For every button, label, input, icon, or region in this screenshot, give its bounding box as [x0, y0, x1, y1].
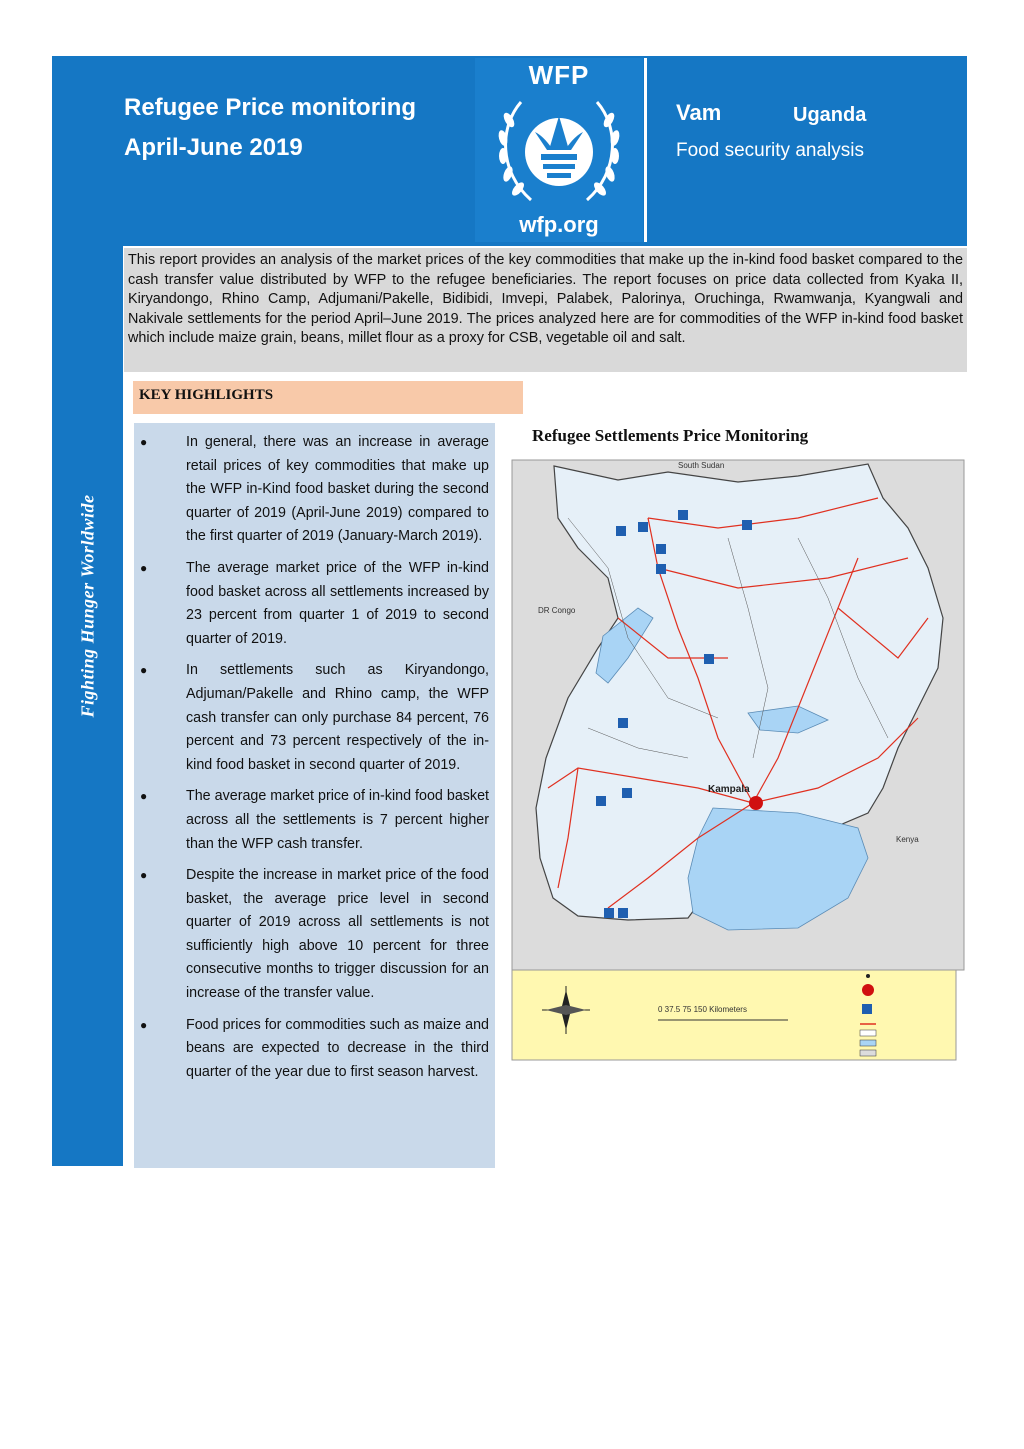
key-highlights-list	[134, 423, 495, 1168]
highlight-text: The average market price of the WFP in-kind food basket across all settlements increased by 23 percent from quarter 1 of 2019 to second quarter of 2019.	[186, 559, 489, 647]
highlight-text: The average market price of in-kind food basket across all the settlements is 7 percent higher than the WFP cash transfer.	[186, 788, 489, 852]
bullet-icon: ●	[140, 1017, 148, 1032]
header-divider	[644, 58, 647, 242]
wfp-logo	[475, 58, 643, 242]
wfp-website-text: wfp.org	[519, 212, 599, 237]
bullet-icon: ●	[140, 868, 148, 883]
highlight-item	[134, 659, 489, 777]
label-kenya: Kenya	[896, 835, 919, 844]
wfp-emblem-icon	[491, 92, 627, 210]
scale-bar-label: 0 37.5 75 150 Kilometers	[658, 1005, 747, 1014]
map-title: Refugee Settlements Price Monitoring	[532, 426, 809, 445]
kampala-capital-marker	[749, 796, 763, 810]
settlement-marker-icon	[596, 796, 606, 806]
legend-settlement-icon	[862, 1004, 872, 1014]
settlement-marker-icon	[604, 908, 614, 918]
label-kampala: Kampala	[708, 784, 750, 795]
report-title	[124, 88, 416, 168]
highlight-item	[134, 1014, 489, 1085]
bullet-icon: ●	[140, 663, 148, 678]
settlement-marker-icon	[656, 564, 666, 574]
label-dr-congo: DR Congo	[538, 606, 576, 615]
vam-label: Vam	[676, 100, 722, 125]
left-sidebar-strip	[52, 246, 123, 1166]
highlight-item	[134, 557, 489, 651]
report-title-line1: Refugee Price monitoring	[124, 94, 417, 121]
country-label: Uganda	[793, 104, 867, 126]
map-svg	[498, 458, 966, 1066]
intro-paragraph: This report provides an analysis of the market prices of the key commodities that make up the in-kind food basket compared to the cash transfer value distributed by WFP to the refugee beneficiaries. The report focuses on price data collected from Kyaka II, Kiryandongo, Rhino Camp, Adjumani/Pakelle, Bidibidi, Imvepi, Palabek, Palorinya, Oruchinga, Rwamwanja, Kyangwali and Nakivale settlements for the period April–June 2019. The prices analyzed here are for commodities of the WFP in-kind food basket which include maize grain, beans, millet flour as a proxy for CSB, vegetable oil and salt.	[124, 248, 967, 372]
settlement-marker-icon	[742, 520, 752, 530]
highlight-text: In general, there was an increase in average retail prices of key commodities that make up the WFP in-Kind food basket during the second quarter of 2019 (April-June 2019) compared to the first quarter of 2019 (January-March 2019).	[186, 434, 489, 545]
highlight-text: Food prices for commodities such as maize and beans are expected to decrease in the third quarter of the year due to first season harvest.	[186, 1016, 489, 1080]
highlight-item	[134, 431, 489, 549]
report-header	[52, 56, 967, 246]
report-title-line2: April-June 2019	[124, 134, 303, 161]
legend-district-icon	[860, 1030, 876, 1036]
legend-town-icon	[866, 974, 870, 978]
settlements-map	[498, 458, 966, 1066]
label-south-sudan: South Sudan	[678, 461, 725, 470]
settlement-marker-icon	[622, 788, 632, 798]
highlight-item	[134, 785, 489, 856]
legend-country-icon	[860, 1050, 876, 1056]
tagline-container	[52, 246, 123, 736]
bullet-icon: ●	[140, 789, 148, 804]
settlement-marker-icon	[618, 908, 628, 918]
settlement-marker-icon	[704, 654, 714, 664]
wfp-logo-text: WFP	[528, 60, 590, 90]
settlement-marker-icon	[678, 510, 688, 520]
highlight-text: In settlements such as Kiryandongo, Adjuman/Pakelle and Rhino camp, the WFP cash transfer can only purchase 84 percent, 76 percent and 73 percent respectively of the in-kind food basket in second quarter of 2019.	[186, 662, 489, 773]
legend-capital-icon	[862, 984, 874, 996]
bullet-icon: ●	[140, 435, 148, 449]
header-subtitle: Food security analysis	[676, 140, 864, 161]
settlement-marker-icon	[656, 544, 666, 554]
settlement-marker-icon	[616, 526, 626, 536]
settlement-marker-icon	[638, 522, 648, 532]
legend-water-icon	[860, 1040, 876, 1046]
highlight-item	[134, 864, 489, 1006]
settlement-marker-icon	[618, 718, 628, 728]
key-highlights-heading: KEY HIGHLIGHTS	[133, 381, 523, 414]
map-legend-panel	[512, 970, 956, 1060]
bullet-icon: ●	[140, 560, 148, 575]
highlight-text: Despite the increase in market price of the food basket, the average price level in second quarter of 2019 across all settlements is not sufficiently high above 10 percent for three consecutive months to trigger discussion for an increase of the transfer value.	[186, 867, 489, 1002]
tagline: Fighting Hunger Worldwide	[77, 494, 97, 718]
